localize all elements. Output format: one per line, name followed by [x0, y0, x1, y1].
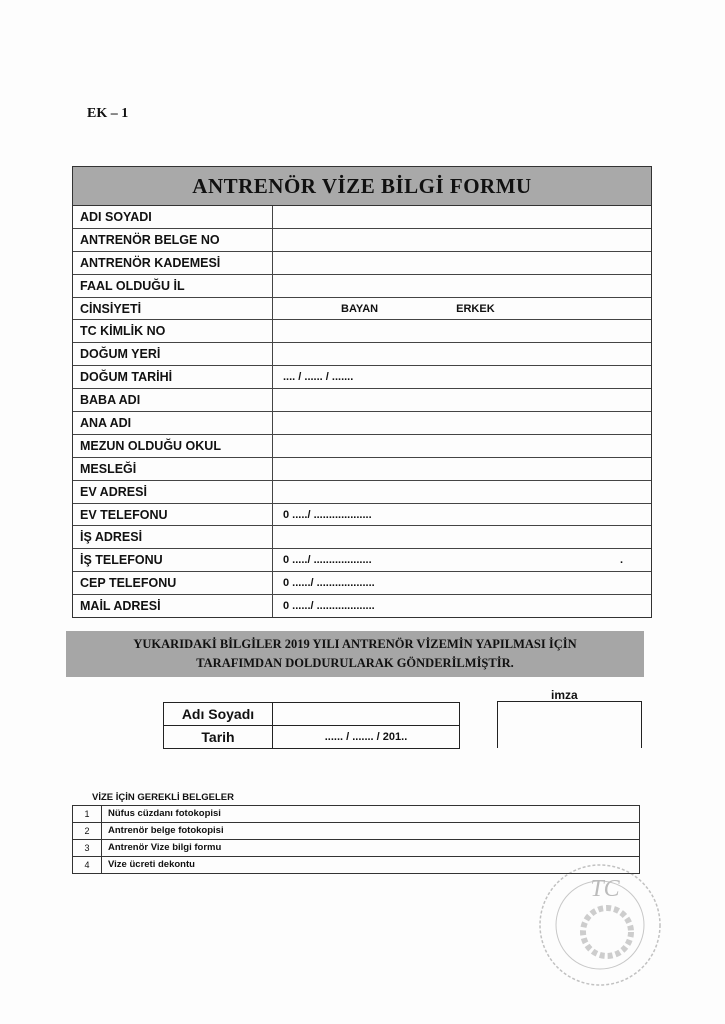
signature-date-row	[164, 725, 459, 748]
work-phone-cell	[273, 549, 651, 571]
document-number: 1	[73, 806, 102, 822]
birthdate-field[interactable]: .... / ...... / .......	[283, 371, 354, 384]
form-row-work-phone	[73, 549, 651, 572]
row-label: MEZUN OLDUĞU OKUL	[73, 435, 273, 457]
form-row-email	[73, 595, 651, 617]
form-row-home-address	[73, 481, 651, 504]
document-row	[73, 823, 639, 840]
row-label: ANTRENÖR BELGE NO	[73, 229, 273, 251]
birthplace-field[interactable]	[273, 343, 651, 365]
home-phone-field[interactable]: 0 ...../ ...................	[283, 508, 372, 521]
gender-option-female[interactable]: BAYAN	[341, 302, 379, 315]
form-row-work-address	[73, 526, 651, 549]
declaration-banner	[66, 631, 644, 677]
document-number: 4	[73, 857, 102, 873]
license-field[interactable]	[273, 229, 651, 251]
form-row-license	[73, 229, 651, 252]
row-label: ADI SOYADI	[73, 206, 273, 228]
profession-field[interactable]	[273, 458, 651, 480]
date-label: Tarih	[164, 726, 273, 748]
row-label: TC KİMLİK NO	[73, 320, 273, 342]
row-label: MESLEĞİ	[73, 458, 273, 480]
signature-label: imza	[551, 688, 578, 702]
form-row-name	[73, 206, 651, 229]
form-row-level	[73, 252, 651, 275]
declaration-line-2: TARAFIMDAN DOLDURULARAK GÖNDERİLMİŞTİR.	[196, 656, 514, 670]
work-address-field[interactable]	[273, 526, 651, 548]
document-text: Antrenör belge fotokopisi	[108, 825, 224, 836]
mobile-phone-field[interactable]: 0 ....../ ...................	[283, 577, 375, 590]
signature-name-row	[164, 703, 459, 725]
row-label: MAİL ADRESİ	[73, 595, 273, 617]
email-field[interactable]: 0 ....../ ...................	[283, 600, 375, 613]
document-text: Vize ücreti dekontu	[108, 859, 195, 870]
stamp-text: TC	[590, 876, 620, 902]
official-stamp-icon	[535, 860, 665, 990]
school-field[interactable]	[273, 435, 651, 457]
stray-mark: .	[619, 554, 623, 567]
form-row-school	[73, 435, 651, 458]
level-field[interactable]	[273, 252, 651, 274]
signature-table	[163, 702, 460, 749]
document-number: 3	[73, 840, 102, 856]
row-label: CİNSİYETİ	[73, 298, 273, 320]
row-label: BABA ADI	[73, 389, 273, 411]
form-row-tc	[73, 320, 651, 343]
row-label: CEP TELEFONU	[73, 572, 273, 594]
form-row-birthplace	[73, 343, 651, 366]
row-label: EV ADRESİ	[73, 481, 273, 503]
form-row-birthdate	[73, 366, 651, 389]
signature-name-field[interactable]	[273, 703, 459, 725]
form-title: ANTRENÖR VİZE BİLGİ FORMU	[73, 167, 651, 206]
form-row-mother	[73, 412, 651, 435]
document-row	[73, 840, 639, 857]
name-label: Adı Soyadı	[164, 703, 273, 725]
province-field[interactable]	[273, 275, 651, 297]
gender-option-male[interactable]: ERKEK	[456, 302, 495, 315]
row-label: ANTRENÖR KADEMESİ	[73, 252, 273, 274]
signature-date-field[interactable]: ...... / ....... / 201..	[324, 731, 408, 743]
form-row-province	[73, 275, 651, 298]
form-row-home-phone	[73, 504, 651, 527]
work-phone-field[interactable]: 0 ...../ ...................	[283, 554, 372, 567]
mother-name-field[interactable]	[273, 412, 651, 434]
info-form	[72, 166, 652, 618]
signature-box[interactable]	[497, 701, 642, 748]
document-row	[73, 806, 639, 823]
father-name-field[interactable]	[273, 389, 651, 411]
row-label: İŞ ADRESİ	[73, 526, 273, 548]
form-row-profession	[73, 458, 651, 481]
form-row-mobile-phone	[73, 572, 651, 595]
document-number: 2	[73, 823, 102, 839]
documents-title: VİZE İÇİN GEREKLİ BELGELER	[92, 792, 234, 803]
annex-code: EK – 1	[87, 106, 129, 121]
gender-field	[273, 298, 651, 320]
home-address-field[interactable]	[273, 481, 651, 503]
row-label: EV TELEFONU	[73, 504, 273, 526]
row-label: DOĞUM YERİ	[73, 343, 273, 365]
tc-field[interactable]	[273, 320, 651, 342]
row-label: DOĞUM TARİHİ	[73, 366, 273, 388]
row-label: ANA ADI	[73, 412, 273, 434]
document-text: Antrenör Vize bilgi formu	[108, 842, 222, 853]
document-text: Nüfus cüzdanı fotokopisi	[108, 808, 221, 819]
row-label: FAAL OLDUĞU İL	[73, 275, 273, 297]
name-field[interactable]	[273, 206, 651, 228]
form-row-gender	[73, 298, 651, 321]
declaration-line-1: YUKARIDAKİ BİLGİLER 2019 YILI ANTRENÖR VİZEMİN YAPILMASI İÇİN	[133, 637, 577, 651]
row-label: İŞ TELEFONU	[73, 549, 273, 571]
form-row-father	[73, 389, 651, 412]
